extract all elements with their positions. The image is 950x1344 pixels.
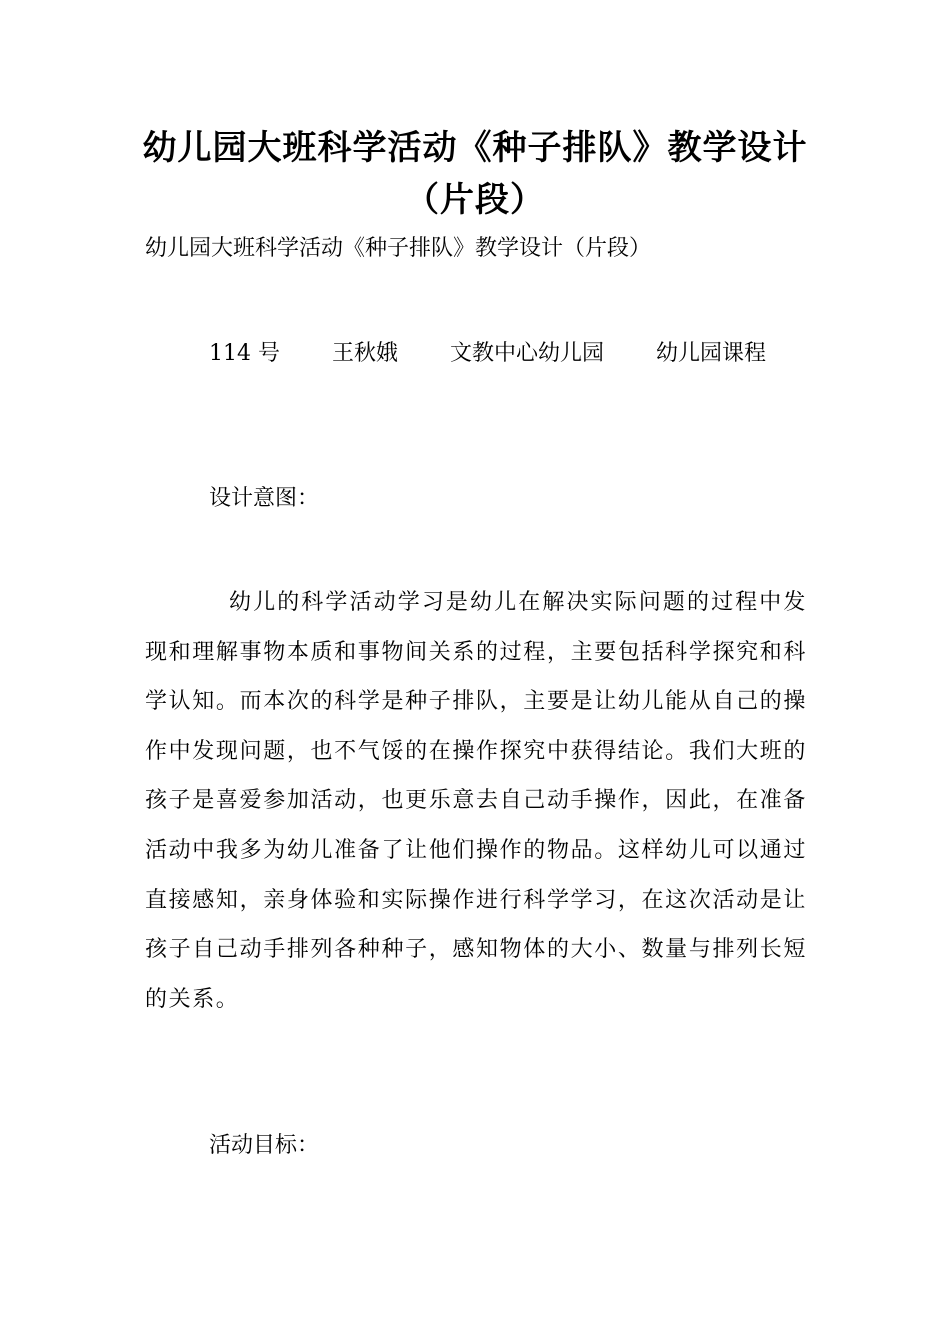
article-number: 114 号 [209,341,280,366]
course-category: 幼儿园课程 [656,341,767,366]
section-body-design-intent: 幼儿的科学活动学习是幼儿在解决实际问题的过程中发现和理解事物本质和事物间关系的过程，主要包括科学探究和科学认知。而本次的科学是种子排队，主要是让幼儿能从自己的操作中发现问题，也不气馁的在操作探究中获得结论。我们大班的孩子是喜爱参加活动，也更乐意去自己动手操作，因此，在准备活动中我多为幼儿准备了让他们操作的物品。这样幼儿可以通过直接感知，亲身体验和实际操作进行科学学习，在这次活动是让孩子自己动手排列各种种子，感知物体的大小、数量与排列长短的关系。 [145,590,807,1012]
author-name: 王秋娥 [332,341,399,366]
section-heading-design-intent: 设计意图： [209,486,320,511]
document-subtitle: 幼儿园大班科学活动《种子排队》教学设计（片段） [145,236,652,261]
author-info-line [145,330,807,378]
school-name: 文教中心幼儿园 [450,341,605,366]
document-title: 幼儿园大班科学活动《种子排队》教学设计（片段） [142,128,808,220]
section-heading-activity-goals: 活动目标： [209,1133,320,1158]
